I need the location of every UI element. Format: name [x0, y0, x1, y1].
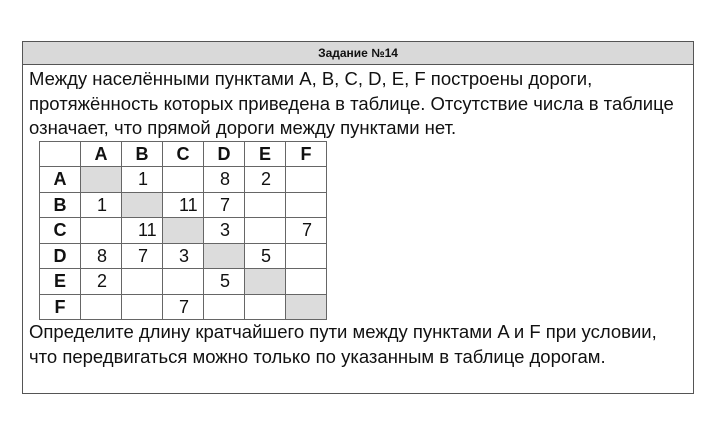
column-header: B — [122, 141, 163, 167]
table-cell — [81, 218, 122, 244]
table-cell: 1 — [81, 192, 122, 218]
table-cell: 5 — [204, 269, 245, 295]
table-cell — [245, 294, 286, 320]
table-corner-cell — [40, 141, 81, 167]
table-cell: 5 — [245, 243, 286, 269]
task-question: Определите длину кратчайшего пути между пунктами A и F при условии, что передвигаться можно только по указанным в таблице дорогам. — [29, 321, 657, 367]
table-cell: 8 — [204, 167, 245, 193]
table-cell: 2 — [245, 167, 286, 193]
table-cell — [81, 167, 122, 193]
column-header: F — [286, 141, 327, 167]
table-row — [40, 294, 327, 320]
table-cell — [163, 167, 204, 193]
table-cell: 3 — [204, 218, 245, 244]
table-cell — [122, 294, 163, 320]
table-cell — [286, 167, 327, 193]
table-cell — [163, 218, 204, 244]
table-cell — [286, 243, 327, 269]
table-cell — [245, 218, 286, 244]
task-header: Задание №14 — [23, 42, 693, 65]
table-cell: 2 — [81, 269, 122, 295]
table-cell: 7 — [122, 243, 163, 269]
distance-table — [39, 141, 327, 321]
table-row — [40, 192, 327, 218]
row-header: F — [40, 294, 81, 320]
row-header: E — [40, 269, 81, 295]
table-row — [40, 269, 327, 295]
task-body — [23, 65, 693, 369]
row-header: B — [40, 192, 81, 218]
table-cell — [286, 269, 327, 295]
row-header: D — [40, 243, 81, 269]
table-cell — [81, 294, 122, 320]
table-cell: 1 — [122, 167, 163, 193]
table-cell: 7 — [204, 192, 245, 218]
table-cell — [204, 243, 245, 269]
table-cell: 11 — [122, 218, 163, 244]
table-cell — [286, 192, 327, 218]
table-cell: 7 — [163, 294, 204, 320]
column-header: E — [245, 141, 286, 167]
table-cell — [286, 294, 327, 320]
table-cell — [122, 192, 163, 218]
table-cell — [163, 269, 204, 295]
table-row — [40, 243, 327, 269]
table-header-row — [40, 141, 327, 167]
task-intro: Между населёнными пунктами A, B, C, D, E, F построены дороги, протяжённость которых приведена в таблице. Отсутствие числа в таблице означает, что прямой дороги между пунктами нет. — [29, 68, 674, 138]
column-header: D — [204, 141, 245, 167]
table-cell — [245, 269, 286, 295]
row-header: A — [40, 167, 81, 193]
row-header: C — [40, 218, 81, 244]
table-cell — [122, 269, 163, 295]
table-row — [40, 218, 327, 244]
table-cell: 7 — [286, 218, 327, 244]
column-header: A — [81, 141, 122, 167]
table-cell: 11 — [163, 192, 204, 218]
table-cell: 3 — [163, 243, 204, 269]
column-header: C — [163, 141, 204, 167]
table-cell: 8 — [81, 243, 122, 269]
table-row — [40, 167, 327, 193]
table-cell — [204, 294, 245, 320]
table-cell — [245, 192, 286, 218]
task-card — [22, 41, 694, 394]
